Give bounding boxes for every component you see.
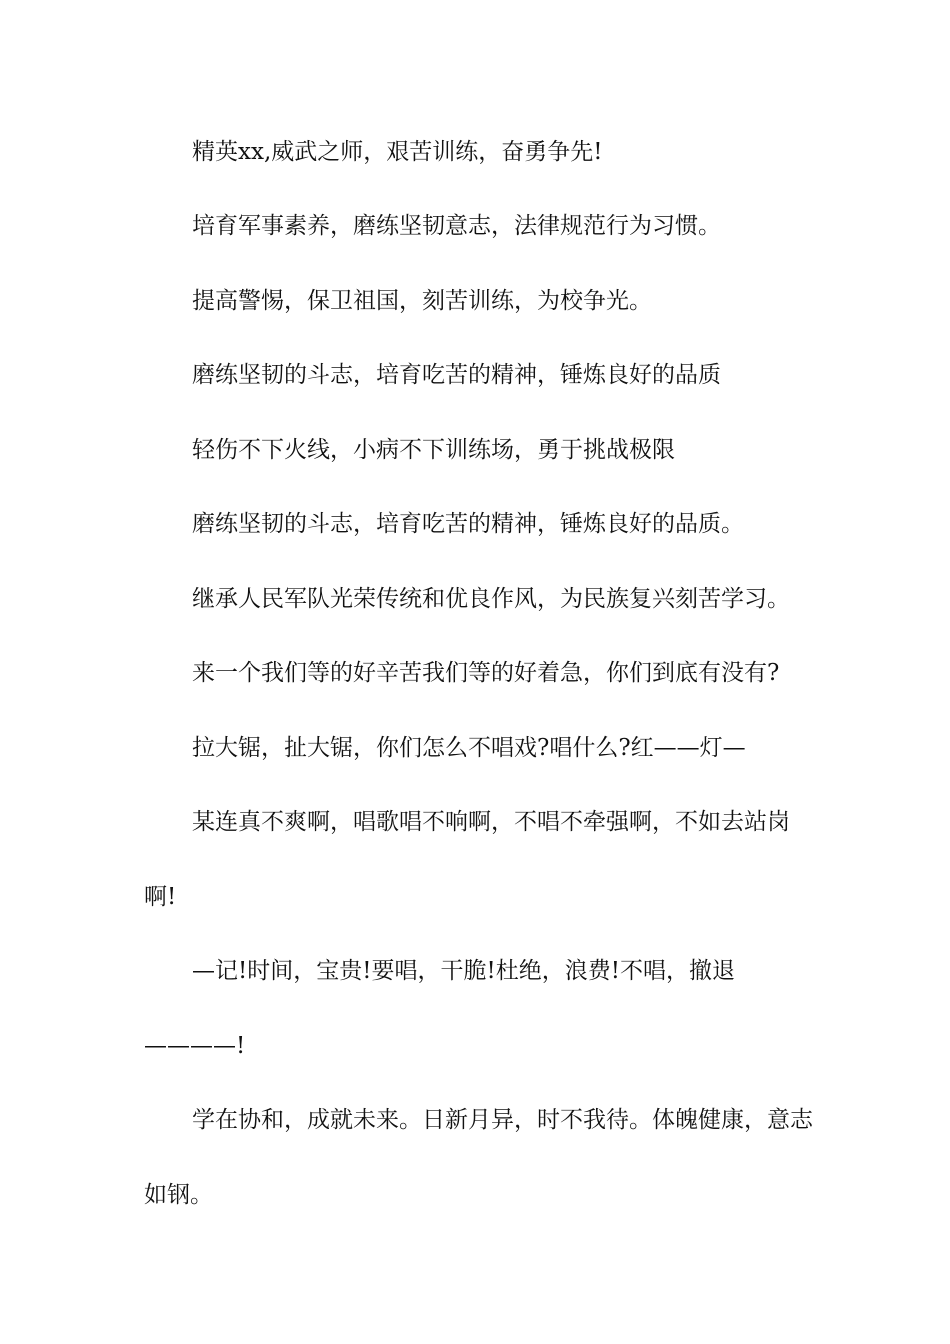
paragraph-12: 学在协和，成就未来。日新月异，时不我待。体魄健康，意志如钢。 (144, 1107, 813, 1208)
paragraph-4: 磨练坚韧的斗志，培育吃苦的精神，锤炼良好的品质 (192, 362, 721, 388)
paragraph-2: 培育军事素养，磨练坚韧意志，法律规范行为习惯。 (192, 213, 721, 239)
paragraph-6: 磨练坚韧的斗志，培育吃苦的精神，锤炼良好的品质。 (192, 511, 744, 537)
paragraph-3: 提高警惕，保卫祖国，刻苦训练，为校争光。 (192, 288, 652, 314)
paragraph-10: 某连真不爽啊，唱歌唱不响啊，不唱不牵强啊，不如去站岗啊! (144, 809, 790, 910)
paragraph-7: 继承人民军队光荣传统和优良作风，为民族复兴刻苦学习。 (192, 586, 790, 612)
paragraph-5: 轻伤不下火线，小病不下训练场，勇于挑战极限 (192, 437, 675, 463)
paragraph-1: 精英xx,威武之师，艰苦训练，奋勇争先! (192, 139, 603, 165)
paragraph-9: 拉大锯，扯大锯，你们怎么不唱戏?唱什么?红——灯— (192, 735, 746, 761)
paragraph-11: —记!时间，宝贵!要唱，干脆!杜绝，浪费!不唱，撤退————! (144, 958, 735, 1059)
paragraph-8: 来一个我们等的好辛苦我们等的好着急，你们到底有没有? (192, 660, 780, 686)
